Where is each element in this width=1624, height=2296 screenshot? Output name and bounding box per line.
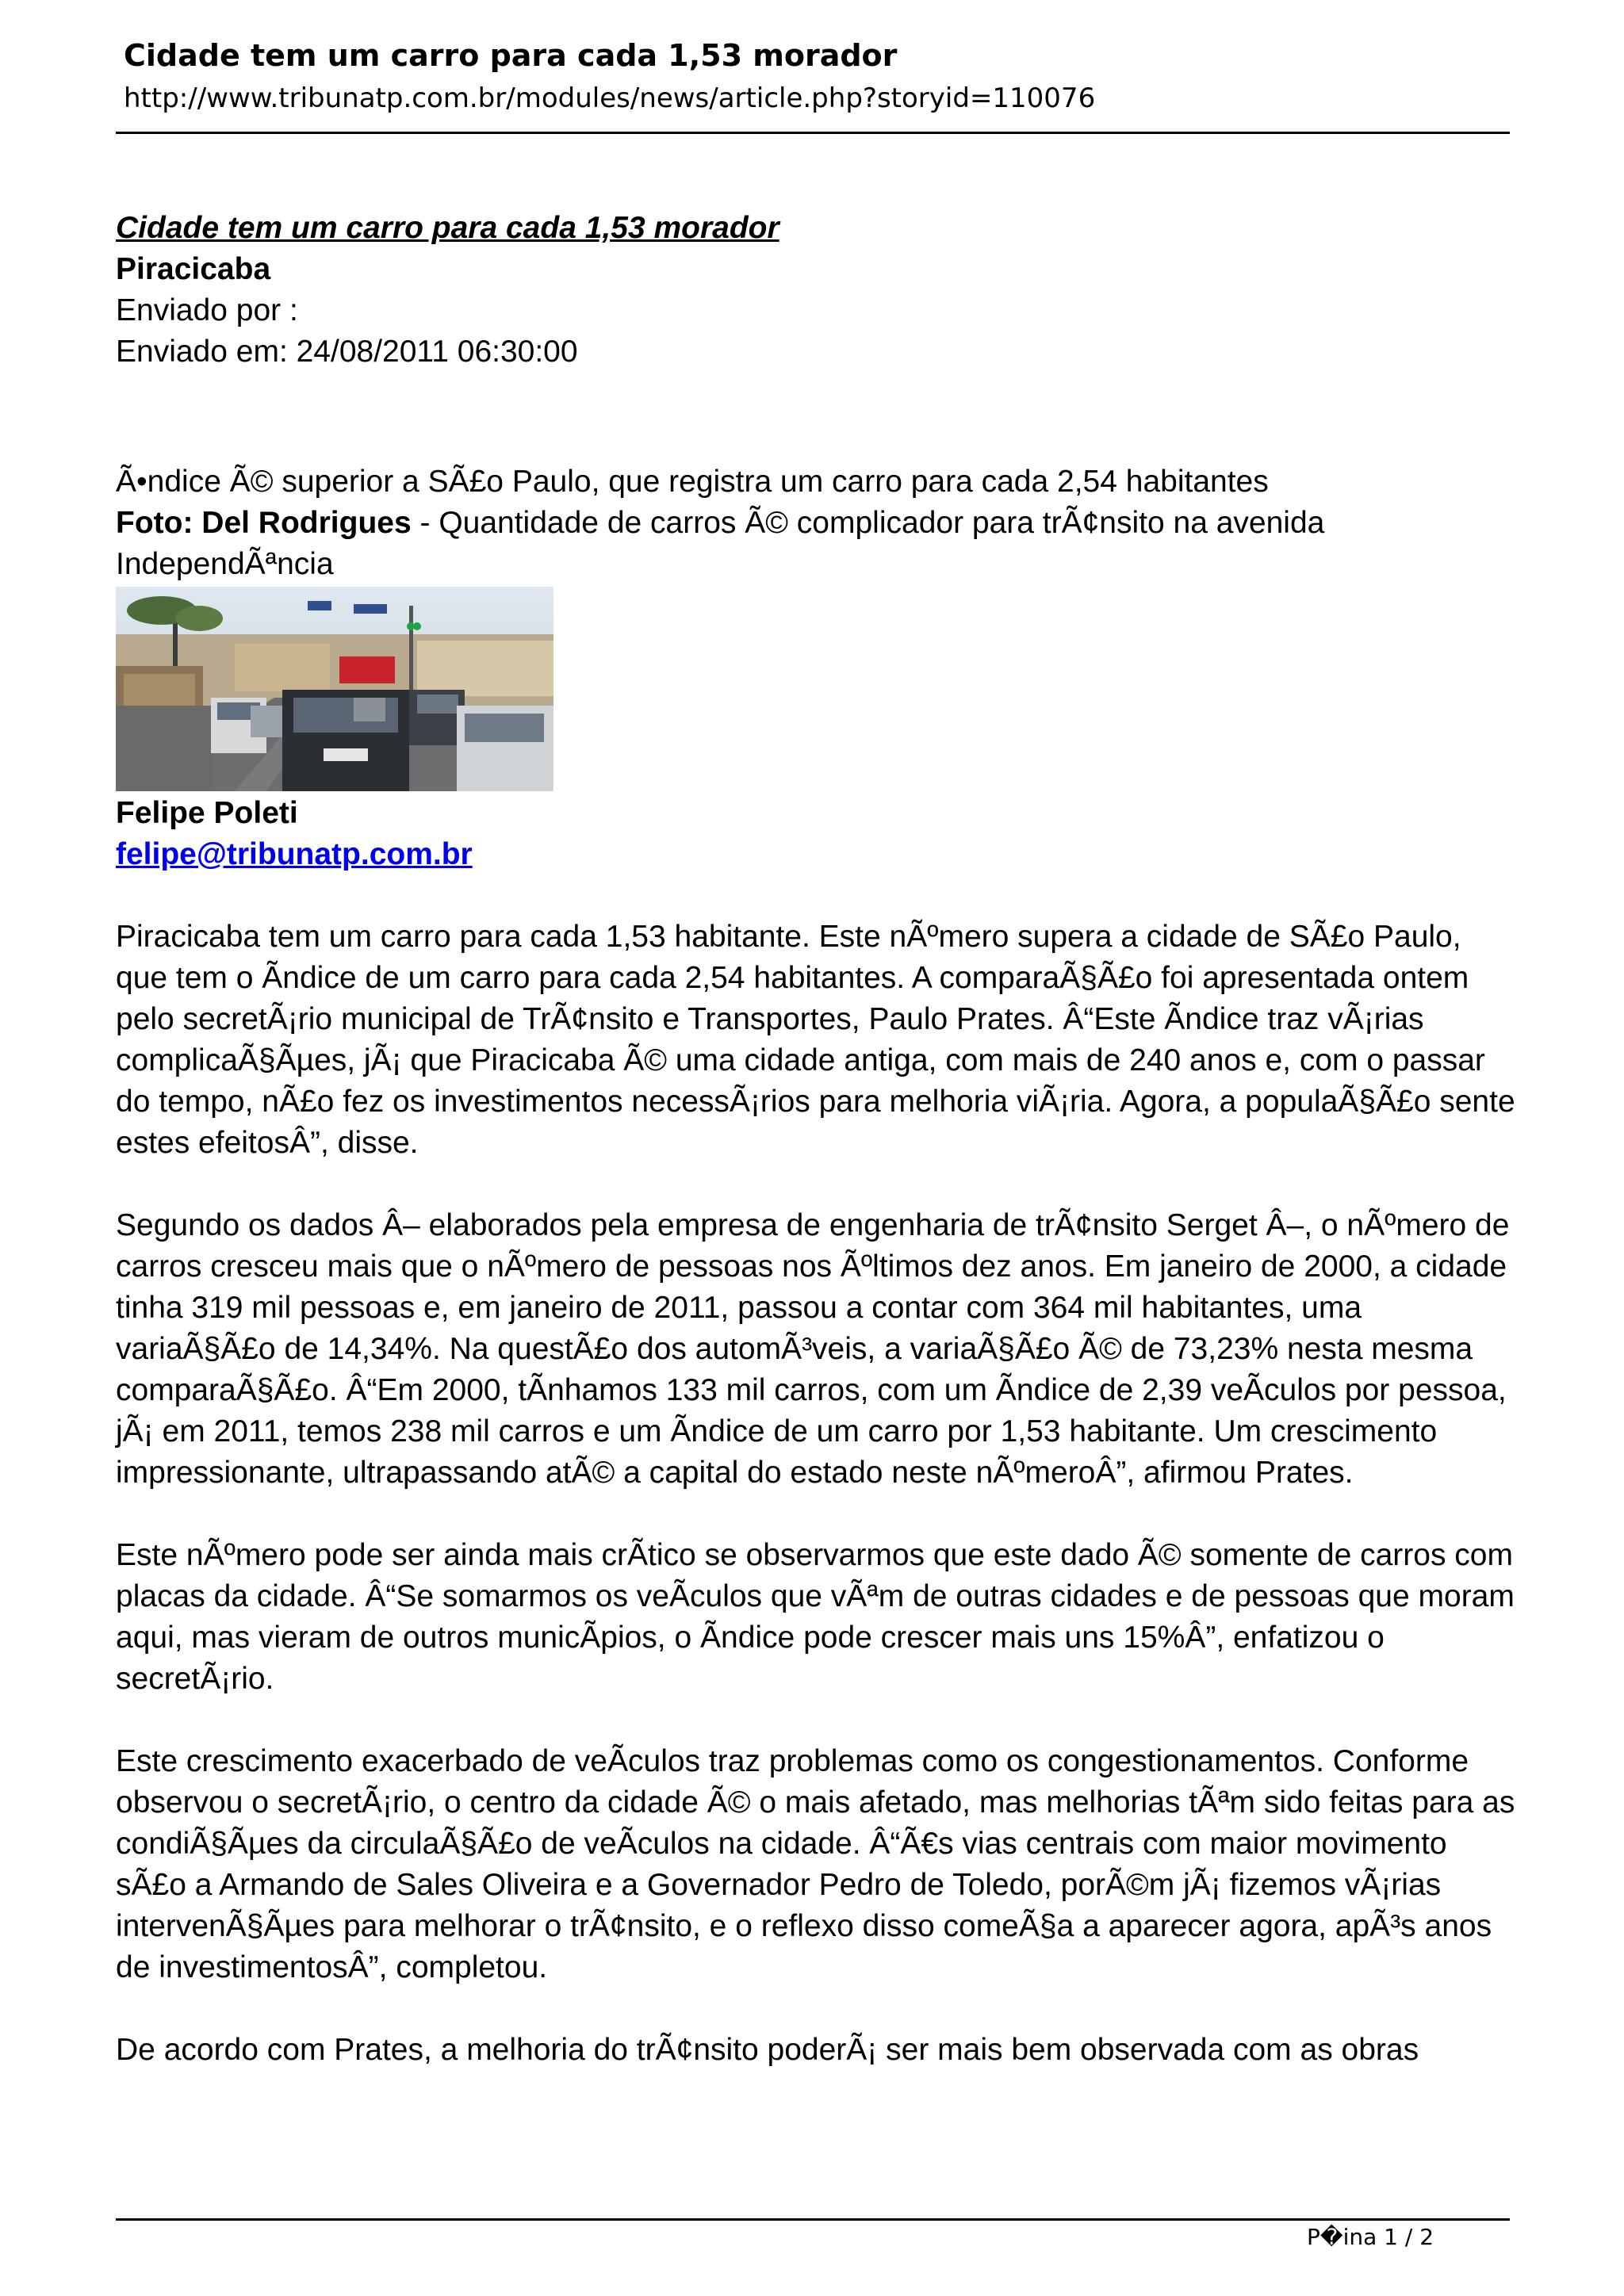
header-title: Cidade tem um carro para cada 1,53 morador <box>124 38 898 73</box>
sent-by: Enviado por : <box>116 293 298 327</box>
article-paragraph-4: Este crescimento exacerbado de veÃculos traz problemas como os congestionamentos. Conforme observou o secretÃ¡rio, o centro da cidade Ã© o mais afetado, mas melhorias tÃªm sido feitas para as condiÃ§Ãµes da circulaÃ§Ã£o de veÃculos na cidade. Â“Ã€s vias centrais com maior movimento sÃ£o a Armando de Sales Oliveira e a Governador Pedro de Toledo, porÃ©m jÃ¡ fizemos vÃ¡rias intervenÃ§Ãµes para melhorar o trÃ¢nsito, e o reflexo disso comeÃ§a a aparecer agora, apÃ³s anos de investimentosÂ”, completou. <box>116 1744 1515 1984</box>
article-paragraph-1: Piracicaba tem um carro para cada 1,53 habitante. Este nÃºmero supera a cidade de SÃ£o Paulo, que tem o Ãndice de um carro para cada 2,54 habitantes. A comparaÃ§Ã£o foi apresentada ontem pelo secretÃ¡rio municipal de TrÃ¢nsito e Transportes, Paulo Prates. Â“Este Ãndice traz vÃ¡rias complicaÃ§Ãµes, jÃ¡ que Piracicaba Ã© uma cidade antiga, com mais de 240 anos e, com o passar do tempo, nÃ£o fez os investimentos necessÃ¡rios para melhoria viÃ¡ria. Agora, a populaÃ§Ã£o sente estes efeitosÂ”, disse. <box>116 920 1515 1160</box>
photo-caption-block <box>116 503 1519 585</box>
traffic-photo <box>116 587 553 791</box>
page-number: P�ina 1 / 2 <box>1307 2224 1434 2250</box>
header-rule <box>116 132 1510 134</box>
photo-caption: - Quantidade de carros Ã© complicador para trÃ¢nsito na avenida IndependÃªncia <box>116 506 1325 581</box>
footer-rule <box>116 2218 1510 2221</box>
article-paragraph-2: Segundo os dados Â– elaborados pela empresa de engenharia de trÃ¢nsito Serget Â–, o nÃºmero de carros cresceu mais que o nÃºmero de pessoas nos Ãºltimos dez anos. Em janeiro de 2000, a cidade tinha 319 mil pessoas e, em janeiro de 2011, passou a contar com 364 mil habitantes, uma variaÃ§Ã£o de 14,34%. Na questÃ£o dos automÃ³veis, a variaÃ§Ã£o Ã© de 73,23% nesta mesma comparaÃ§Ã£o. Â“Em 2000, tÃnhamos 133 mil carros, com um Ãndice de 2,39 veÃculos por pessoa, jÃ¡ em 2011, temos 238 mil carros e um Ãndice de um carro por 1,53 habitante. Um crescimento impressionante, ultrapassando atÃ© a capital do estado neste nÃºmeroÂ”, afirmou Prates. <box>116 1208 1510 1490</box>
article <box>116 208 1519 2071</box>
article-title: Cidade tem um carro para cada 1,53 morador <box>116 211 779 245</box>
article-category: Piracicaba <box>116 252 271 286</box>
article-paragraph-3: Este nÃºmero pode ser ainda mais crÃtico se observarmos que este dado Ã© somente de carros com placas da cidade. Â“Se somarmos os veÃculos que vÃªm de outras cidades e de pessoas que moram aqui, mas vieram de outros municÃpios, o Ãndice pode crescer mais uns 15%Â”, enfatizou o secretÃ¡rio. <box>116 1538 1515 1696</box>
sent-at: Enviado em: 24/08/2011 06:30:00 <box>116 335 578 369</box>
author-email-link[interactable]: felipe@tribunatp.com.br <box>116 837 473 871</box>
article-subtitle: Ã•ndice Ã© superior a SÃ£o Paulo, que registra um carro para cada 2,54 habitantes <box>116 465 1269 499</box>
author-name: Felipe Poleti <box>116 796 298 830</box>
header-url: http://www.tribunatp.com.br/modules/news/article.php?storyid=110076 <box>124 82 1096 114</box>
article-paragraph-5: De acordo com Prates, a melhoria do trÃ¢nsito poderÃ¡ ser mais bem observada com as obras <box>116 2033 1419 2067</box>
photo-credit: Foto: Del Rodrigues <box>116 506 412 540</box>
